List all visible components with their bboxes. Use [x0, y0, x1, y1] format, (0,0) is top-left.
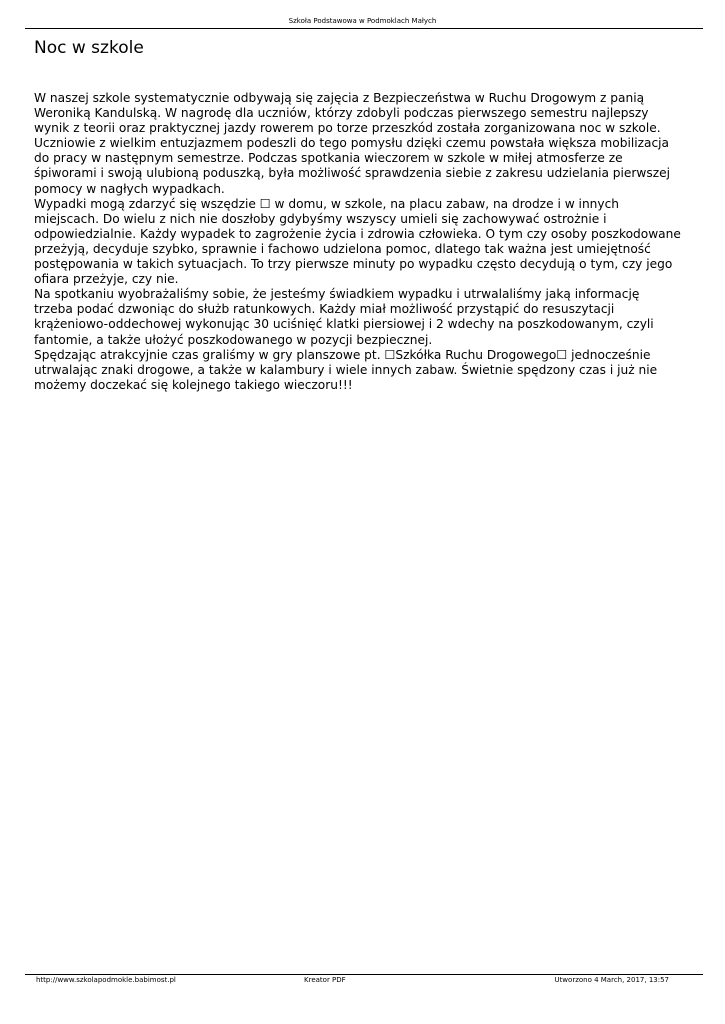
footer-created-date: Utworzono 4 March, 2017, 13:57	[554, 976, 669, 984]
footer-generator: Kreator PDF	[304, 976, 346, 984]
article-paragraph: W naszej szkole systematycznie odbywają się zajęcia z Bezpieczeństwa w Ruchu Drogowym z panią Weroniką Kandulską. W nagrodę dla uczniów, którzy zdobyli podczas pierwszego semestru najlepszy wynik z teorii oraz praktycznej jazdy rowerem po torze przeszkód została zorganizowana noc w szkole. Uczniowie z wielkim entuzjazmem podeszli do tego pomysłu dzięki czemu powstała większa mobilizacja do pracy w następnym semestrze. Podczas spotkania wieczorem w szkole w miłej atmosferze ze śpiworami i swoją ulubioną poduszką, była możliwość sprawdzenia siebie z zakresu udzielania pierwszej pomocy w nagłych wypadkach.	[34, 91, 671, 196]
article-body	[34, 91, 706, 393]
article-paragraph: Wypadki mogą zdarzyć się wszędzie ☐ w domu, w szkole, na placu zabaw, na drodze i w innych miejscach. Do wielu z nich nie doszłoby gdybyśmy wszyscy umieli się zachowywać ostrożnie i odpowiedzialnie. Każdy wypadek to zagrożenie życia i zdrowia człowieka. O tym czy osoby poszkodowane przeżyją, decyduje szybko, sprawnie i fachowo udzielona pomoc, dlatego tak ważna jest umiejętność postępowania w takich sytuacjach. To trzy pierwsze minuty po wypadku często decydują o tym, czy jego ofiara przeżyje, czy nie.	[34, 196, 681, 287]
page-footer	[0, 976, 725, 986]
page-header: Szkoła Podstawowa w Podmoklach Małych	[288, 17, 437, 25]
footer-divider	[25, 974, 703, 975]
article-paragraph: Spędzając atrakcyjnie czas graliśmy w gry planszowe pt. ☐Szkółka Ruchu Drogowego☐ jednocześnie utrwalając znaki drogowe, a także w kalambury i wiele innych zabaw. Świetnie spędzony czas i już nie możemy doczekać się kolejnego takiego wieczoru!!!	[34, 347, 658, 392]
article-title: Noc w szkole	[34, 38, 144, 58]
article-paragraph: Na spotkaniu wyobrażaliśmy sobie, że jesteśmy świadkiem wypadku i utrwalaliśmy jaką informację trzeba podać dzwoniąc do służb ratunkowych. Każdy miał możliwość przystąpić do resuszytacji krążeniowo-oddechowej wykonując 30 uciśnięć klatki piersiowej i 2 wdechy na poszkodowanym, czyli fantomie, a także ułożyć poszkodowanego w pozycji bezpiecznej.	[34, 287, 654, 347]
footer-site-url: http://www.szkolapodmokle.babimost.pl	[36, 976, 176, 984]
header-divider	[25, 28, 703, 29]
